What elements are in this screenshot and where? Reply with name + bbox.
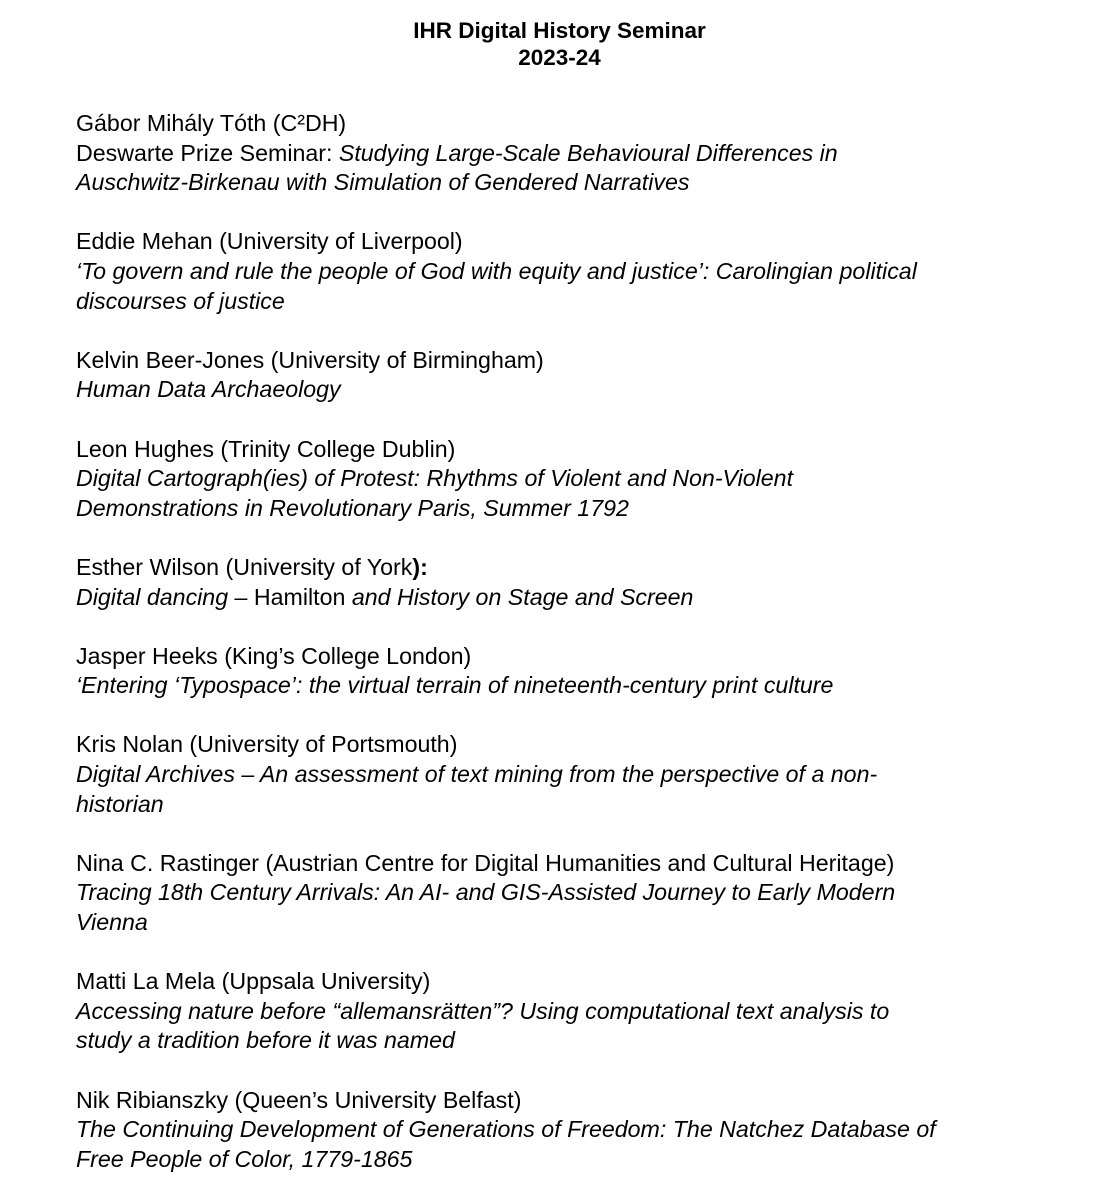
talk-title-line: ‘To govern and rule the people of God with equity and justice’: Carolingian political: [76, 257, 917, 284]
seminar-entry: [76, 435, 1059, 524]
talk-title-line: Human Data Archaeology: [76, 376, 341, 403]
seminar-entry: [76, 642, 1059, 701]
talk-title-line: Vienna: [76, 909, 148, 936]
talk-title-line: historian: [76, 790, 164, 817]
talk-title-line: discourses of justice: [76, 287, 285, 314]
speaker-name: Eddie Mehan (University of Liverpool): [76, 228, 463, 255]
speaker-name-text: Esther Wilson (University of York: [76, 553, 413, 580]
speaker-name: Kris Nolan (University of Portsmouth): [76, 731, 458, 758]
speaker-suffix: ):: [412, 553, 428, 580]
seminar-entry: [76, 553, 1059, 612]
talk-title-line: Digital Archives – An assessment of text mining from the perspective of a non-: [76, 761, 878, 788]
speaker-name: Nina C. Rastinger (Austrian Centre for Digital Humanities and Cultural Heritage): [76, 849, 895, 876]
seminar-entry: [76, 730, 1059, 819]
seminar-list: [76, 109, 1059, 1174]
talk-title-line: The Continuing Development of Generations of Freedom: The Natchez Database of: [76, 1116, 936, 1143]
talk-title-line: [76, 583, 1059, 613]
seminar-entry: [76, 346, 1059, 405]
talk-title-before: Digital dancing –: [76, 583, 254, 610]
talk-title-line: study a tradition before it was named: [76, 1027, 455, 1054]
talk-title-after: and History on Stage and Screen: [345, 583, 694, 610]
seminar-entry: [76, 849, 1059, 938]
talk-title-line: Free People of Color, 1779-1865: [76, 1145, 413, 1172]
seminar-entry: [76, 227, 1059, 316]
page-title: IHR Digital History Seminar: [413, 18, 706, 43]
speaker-name: Jasper Heeks (King’s College London): [76, 642, 472, 669]
talk-title-line: Digital Cartograph(ies) of Protest: Rhythms of Violent and Non-Violent: [76, 465, 794, 492]
talk-title-line: Auschwitz-Birkenau with Simulation of Gendered Narratives: [76, 169, 690, 196]
seminar-entry: [76, 109, 1059, 198]
speaker-name: Matti La Mela (Uppsala University): [76, 968, 431, 995]
talk-title-line: ‘Entering ‘Typospace’: the virtual terrain of nineteenth-century print culture: [76, 672, 834, 699]
talk-title-text: Studying Large-Scale Behavioural Differences in: [338, 139, 838, 166]
talk-title-line: Demonstrations in Revolutionary Paris, Summer 1792: [76, 494, 629, 521]
talk-title-line: Accessing nature before “allemansrätten”? Using computational text analysis to: [76, 997, 890, 1024]
speaker-name: Kelvin Beer-Jones (University of Birmingham): [76, 346, 544, 373]
talk-prefix: Deswarte Prize Seminar:: [76, 139, 339, 166]
page-subtitle-year: 2023-24: [518, 45, 601, 70]
seminar-entry: [76, 967, 1059, 1056]
speaker-name: [76, 553, 1059, 583]
seminar-entry: [76, 1086, 1059, 1175]
speaker-name: Gábor Mihály Tóth (C²DH): [76, 110, 347, 136]
speaker-name: Nik Ribianszky (Queen’s University Belfast): [76, 1086, 522, 1113]
speaker-name: Leon Hughes (Trinity College Dublin): [76, 435, 456, 462]
talk-title-upright: Hamilton: [253, 583, 346, 610]
document-header: [0, 17, 1119, 71]
talk-title-line: Tracing 18th Century Arrivals: An AI- and GIS-Assisted Journey to Early Modern: [76, 879, 896, 906]
talk-title-line: [76, 139, 1059, 169]
